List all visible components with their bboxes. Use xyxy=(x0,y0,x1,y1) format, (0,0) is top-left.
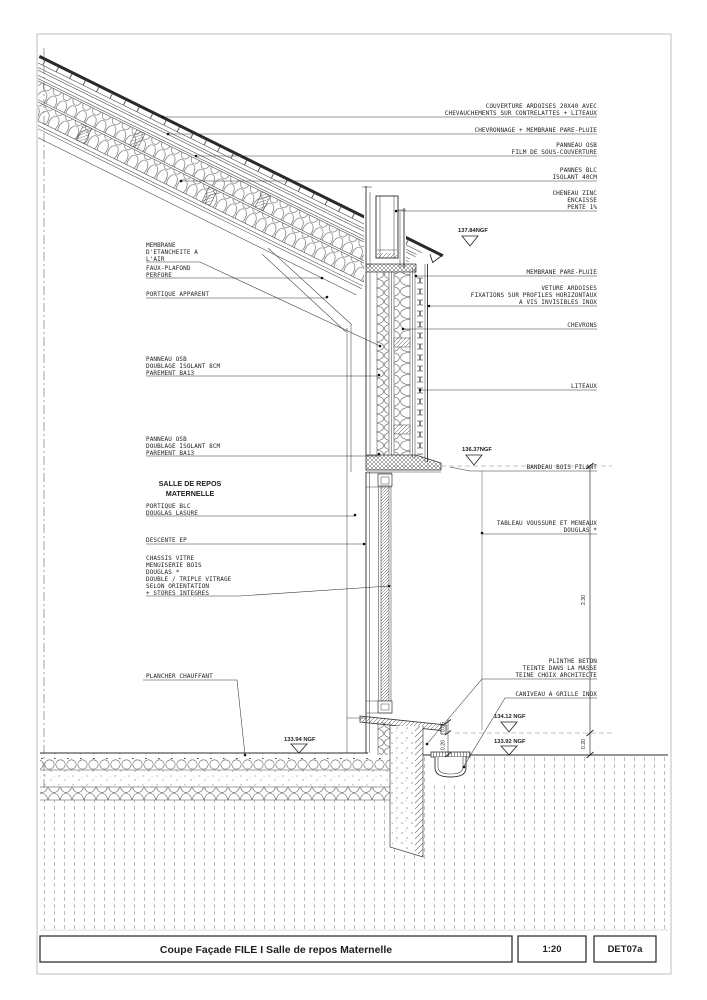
leader-dot xyxy=(167,133,170,136)
level-text-floor: 133.94 NGF xyxy=(284,737,316,743)
drawing-number: DET07a xyxy=(607,944,643,955)
window-sill-frame xyxy=(378,701,392,713)
label-line: FILM DE SOUS-COUVERTURE xyxy=(511,149,597,156)
label-line: PANNEAU OSB xyxy=(556,142,597,149)
label-portique-apparent xyxy=(146,291,209,298)
level-text-ext-high: 134.12 NGF xyxy=(494,714,526,720)
room-name-line: MATERNELLE xyxy=(165,489,215,498)
leader-dot xyxy=(326,296,329,299)
leader-dot xyxy=(378,453,381,456)
label-line: MEMBRANE xyxy=(146,242,176,249)
concrete-plinth xyxy=(390,726,415,852)
label-line: DOUBLE / TRIPLE VITRAGE xyxy=(146,576,232,583)
label-line: DOUBLAGE ISOLANT 8CM xyxy=(146,443,221,450)
label-bandeau-bois xyxy=(526,464,597,471)
leader-dot xyxy=(378,374,381,377)
level-text-bandeau: 136.37NGF xyxy=(462,447,492,453)
label-line: TABLEAU VOUSSURE ET MENEAUX xyxy=(496,520,597,527)
title-block xyxy=(40,936,656,962)
label-line: D'ETANCHEITE A xyxy=(146,249,198,256)
leader-dot xyxy=(481,532,484,535)
leader-dot xyxy=(402,328,405,331)
dim-sill-large: 0.20 xyxy=(440,739,447,751)
label-plancher-chauffant xyxy=(146,673,213,680)
label-line: PANNEAU OSB xyxy=(146,436,187,443)
label-line: FIXATIONS SUR PROFILES HORIZONTAUX xyxy=(470,292,597,299)
leader-dot xyxy=(428,305,431,308)
label-line: PANNEAU OSB xyxy=(146,356,187,363)
level-text-roof: 137.84NGF xyxy=(458,228,488,234)
leader-dot xyxy=(395,210,398,213)
label-liteaux xyxy=(571,383,597,390)
label-line: CHASSIS VITRE xyxy=(146,555,195,562)
label-line: DOUGLAS * xyxy=(563,527,597,534)
leader-dot xyxy=(426,743,429,746)
label-line: PAREMENT BA13 xyxy=(146,370,195,377)
leader-dot xyxy=(354,514,357,517)
label-chevronnage xyxy=(474,127,597,134)
drawing-title: Coupe Façade FILE I Salle de repos Maternelle xyxy=(159,944,393,956)
label-line: SELON ORIENTATION xyxy=(146,583,210,590)
wall-insulation-lining xyxy=(377,272,389,455)
dim-plinth-exposed: 0.20 xyxy=(581,738,587,750)
leader-dot xyxy=(419,389,422,392)
screed-layer xyxy=(40,753,390,759)
label-line: CHEVRONNAGE + MEMBRANE PARE-PLUIE xyxy=(474,127,597,134)
chevron-blocking xyxy=(394,338,410,347)
under-sill-insulation xyxy=(378,722,390,755)
label-line: A VIS INVISIBLES INOX xyxy=(519,299,597,306)
leader-dot xyxy=(415,275,418,278)
plinth-outer-hatch xyxy=(415,726,423,857)
label-line: CANIVEAU A GRILLE INOX xyxy=(515,691,597,698)
label-membrane-pare-pluie xyxy=(526,269,597,276)
chevron-blocking xyxy=(394,425,410,434)
label-line: DOUBLAGE ISOLANT 8CM xyxy=(146,363,221,370)
label-line: PAREMENT BA13 xyxy=(146,450,195,457)
label-line: CHENEAU ZINC xyxy=(552,190,597,197)
leader-dot xyxy=(321,277,324,280)
label-line: CHEVAUCHEMENTS SUR CONTRELATTES + LITEAUX xyxy=(444,110,597,117)
leader-dot xyxy=(162,116,165,119)
label-line: PLINTHE BETON xyxy=(548,658,597,665)
label-line: PANNES BLC xyxy=(559,167,597,174)
leader-dot xyxy=(180,180,183,183)
label-line: CHEVRONS xyxy=(567,322,597,329)
label-line: DOUGLAS * xyxy=(146,569,180,576)
room-name-line: SALLE DE REPOS xyxy=(158,479,222,488)
label-line: TEINE CHOIX ARCHITECTE xyxy=(515,672,597,679)
label-line: PENTE 1% xyxy=(567,204,597,211)
glazing-frame-hatch xyxy=(381,487,389,701)
label-line: DOUGLAS LASURE xyxy=(146,510,198,517)
label-line: L'AIR xyxy=(146,256,165,263)
slab-layer xyxy=(40,770,390,787)
label-line: COUVERTURE ARDOISES 20X40 AVEC xyxy=(485,103,597,110)
label-line: MEMBRANE PARE-PLUIE xyxy=(526,269,597,276)
label-line: PERFORE xyxy=(146,272,172,279)
dim-sill-small: 0.05 xyxy=(440,721,447,733)
label-line: ISOLANT 40CM xyxy=(552,174,597,181)
label-line: FAUX-PLAFOND xyxy=(146,265,191,272)
leader-dot xyxy=(244,754,247,757)
label-line: PORTIQUE BLC xyxy=(146,503,191,510)
room-label xyxy=(159,479,222,498)
gutter-bottom-hatch xyxy=(377,253,397,258)
underfloor-pipes-layer xyxy=(40,759,390,770)
label-line: MENUISERIE BOIS xyxy=(146,562,202,569)
label-descente-ep xyxy=(146,537,187,544)
drawing-scale: 1:20 xyxy=(542,944,562,955)
label-line: VETURE ARDOISES xyxy=(541,285,597,292)
leader-dot xyxy=(363,543,366,546)
dim-window-height: 2.30 xyxy=(581,594,587,606)
zinc-gutter-box xyxy=(376,196,398,258)
label-line: LITEAUX xyxy=(571,383,597,390)
label-portique-blc xyxy=(146,503,198,517)
leader-dot xyxy=(195,155,198,158)
leader-dot xyxy=(379,345,382,348)
label-line: TEINTE DANS LA MASSE xyxy=(522,665,597,672)
label-line: DESCENTE EP xyxy=(146,537,187,544)
label-line: + STORES INTEGRES xyxy=(146,590,210,597)
label-line: ENCAISSE xyxy=(567,197,597,204)
label-line: BANDEAU BOIS FILANT xyxy=(526,464,597,471)
leader-dot xyxy=(463,766,466,769)
wall-head-blocking xyxy=(366,264,416,272)
floor-insulation-layer xyxy=(40,787,390,800)
label-line: PLANCHER CHAUFFANT xyxy=(146,673,213,680)
label-pannes-blc xyxy=(552,167,597,181)
level-text-ext-low: 133.92 NGF xyxy=(494,739,526,745)
batten-sections xyxy=(417,275,423,455)
label-chevrons xyxy=(567,322,597,329)
label-line: PORTIQUE APPARENT xyxy=(146,291,210,298)
label-caniveau xyxy=(515,691,597,698)
leader-dot xyxy=(388,585,391,588)
